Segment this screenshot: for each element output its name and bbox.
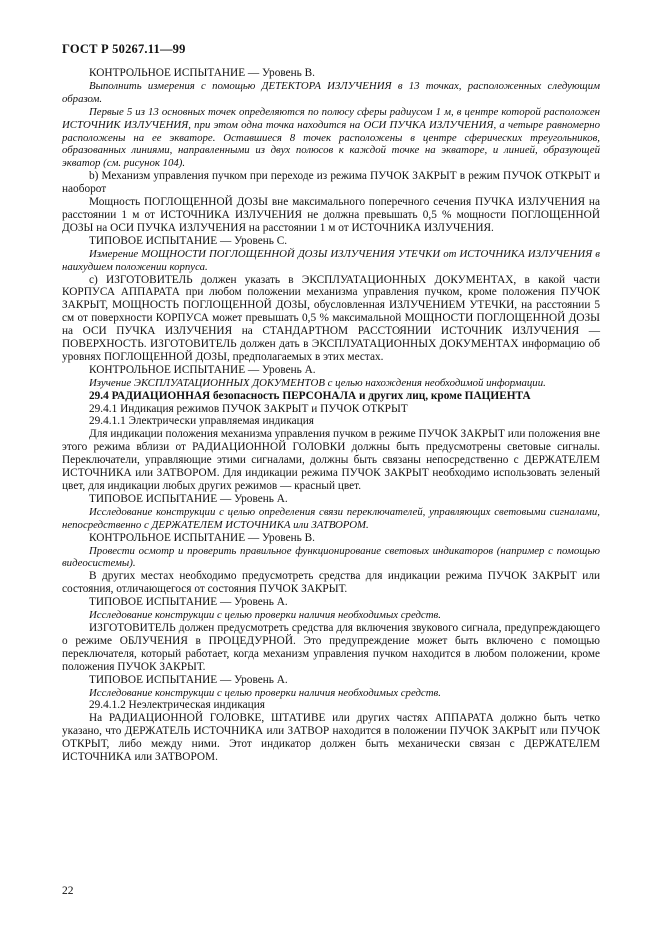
type-test-level-a-2: ТИПОВОЕ ИСПЫТАНИЕ — Уровень А. [89,596,288,609]
means-check-2: Исследование конструкции с целью проверки наличия необходимых средств. [89,686,441,699]
standard-header: ГОСТ Р 50267.11—99 [62,42,186,56]
electric-indication-text: Для индикации положения механизма управления пучком в режиме ПУЧОК ЗАКРЫТ или положения вне этого режима вблизи от РАДИАЦИОННОЙ ГОЛОВКИ должны быть предусмотрены световые сигналы. Переключатели, управляющие этими сигналами, должны быть связаны непосредственно с ДЕРЖАТЕЛЕМ ИСТОЧНИКА или ЗАТВОРОМ. Для индикации режима ПУЧОК ЗАКРЫТ необходимо использовать зеленый цвет, для индикации любых других режимов — красный цвет. [62,428,600,492]
control-test-level-a: КОНТРОЛЬНОЕ ИСПЫТАНИЕ — Уровень А. [89,363,316,376]
type-test-level-c: ТИПОВОЕ ИСПЫТАНИЕ — Уровень С. [89,234,288,247]
test-level-b: КОНТРОЛЬНОЕ ИСПЫТАНИЕ — Уровень В. [89,67,316,79]
document-body [62,67,600,764]
measurement-instruction: Выполнить измерения с помощью ДЕТЕКТОРА ИЗЛУЧЕНИЯ в 13 точках, расположенных следующим образом. [62,79,600,105]
documents-study: Изучение ЭКСПЛУАТАЦИОННЫХ ДОКУМЕНТОВ с целью нахождения необходимой информации. [89,376,546,389]
type-test-level-a-1: ТИПОВОЕ ИСПЫТАНИЕ — Уровень А. [89,492,288,505]
measurement-points-description: Первые 5 из 13 основных точек определяются по полюсу сферы радиусом 1 м, в центре которой расположен ИСТОЧНИК ИЗЛУЧЕНИЯ, при этом одна точка находится на ОСИ ПУЧКА ИЗЛУЧЕНИЯ, а четыре равномерно расположены на ее экваторе. Оставшиеся 8 точек расположены в центре сферических треугольников, образованных линиями, направленными из двух полюсов к каждой точке на экваторе, и линией, образующей экватор (см. рисунок 104). [62,105,600,170]
control-test-level-b: КОНТРОЛЬНОЕ ИСПЫТАНИЕ — Уровень В. [89,531,316,544]
leakage-measurement: Измерение МОЩНОСТИ ПОГЛОЩЕННОЙ ДОЗЫ ИЗЛУЧЕНИЯ УТЕЧКИ от ИСТОЧНИКА ИЗЛУЧЕНИЯ в наихудшем положении корпуса. [62,247,600,273]
section-29-4-heading: 29.4 РАДИАЦИОННАЯ безопасность ПЕРСОНАЛА и других лиц, кроме ПАЦИЕНТА [89,389,531,402]
section-29-4-1-2-heading: 29.4.1.2 Неэлектрическая индикация [89,699,265,712]
non-electric-indication-text: На РАДИАЦИОННОЙ ГОЛОВКЕ, ШТАТИВЕ или других частях АППАРАТА должно быть четко указано, что ДЕРЖАТЕЛЬ ИСТОЧНИКА или ЗАТВОР находится в положении ПУЧОК ЗАКРЫТ или ПУЧОК ОТКРЫТ, либо между ними. Этот индикатор должен быть механически связан с ДЕРЖАТЕЛЕМ ИСТОЧНИКА или ЗАТВОРОМ. [62,712,600,764]
type-test-level-a-3: ТИПОВОЕ ИСПЫТАНИЕ — Уровень А. [89,673,288,686]
section-29-4-1-1-heading: 29.4.1.1 Электрически управляемая индикация [89,415,314,428]
means-check-1: Исследование конструкции с целью проверки наличия необходимых средств. [89,609,441,622]
item-c: с) ИЗГОТОВИТЕЛЬ должен указать в ЭКСПЛУАТАЦИОННЫХ ДОКУМЕНТАХ, в какой части КОРПУСА АППАРАТА при любом положении механизма управления пучком, кроме положения ПУЧОК ЗАКРЫТ, МОЩНОСТЬ ПОГЛОЩЕННОЙ ДОЗЫ, обусловленная ИЗЛУЧЕНИЕМ УТЕЧКИ, на расстоянии 5 см от поверхности КОРПУСА может превышать 0,5 % максимальной МОЩНОСТИ ПОГЛОЩЕННОЙ ДОЗЫ на ОСИ ПУЧКА ИЗЛУЧЕНИЯ на СТАНДАРТНОМ РАССТОЯНИИ ИСТОЧНИК ИЗЛУЧЕНИЯ — ПОВЕРХНОСТЬ. ИЗГОТОВИТЕЛЬ должен дать в ЭКСПЛУАТАЦИОННЫХ ДОКУМЕНТАХ информацию об уровнях ПОГЛОЩЕННОЙ ДОЗЫ, предполагаемых в этих местах. [62,273,600,363]
indicator-inspection: Провести осмотр и проверить правильное функционирование световых индикаторов (например с помощью видеосистемы). [62,544,600,570]
other-places-indication: В других местах необходимо предусмотреть средства для индикации режима ПУЧОК ЗАКРЫТ или состояния, отличающегося от состояния ПУЧОК ЗАКРЫТ. [62,570,600,596]
section-29-4-1-heading: 29.4.1 Индикация режимов ПУЧОК ЗАКРЫТ и ПУЧОК ОТКРЫТ [89,402,408,415]
switch-connection-study: Исследование конструкции с целью определения связи переключателей, управляющих световыми сигналами, непосредственно с ДЕРЖАТЕЛЕМ ИСТОЧНИКА или ЗАТВОРОМ. [62,505,600,531]
dose-rate-requirement: Мощность ПОГЛОЩЕННОЙ ДОЗЫ вне максимального поперечного сечения ПУЧКА ИЗЛУЧЕНИЯ на расстоянии 1 м от ИСТОЧНИКА ИЗЛУЧЕНИЯ не должна превышать 0,5 % мощности ПОГЛОЩЕННОЙ ДОЗЫ на ОСИ ПУЧКА ИЗЛУЧЕНИЯ на расстоянии 1 м от ИСТОЧНИКА ИЗЛУЧЕНИЯ. [62,196,600,234]
page-number: 22 [62,885,74,897]
item-b: b) Механизм управления пучком при переходе из режима ПУЧОК ЗАКРЫТ в режим ПУЧОК ОТКРЫТ и наоборот [62,170,600,196]
sound-signal-requirement: ИЗГОТОВИТЕЛЬ должен предусмотреть средства для включения звукового сигнала, предупреждающего о режиме ОБЛУЧЕНИЯ в ПРОЦЕДУРНОЙ. Это предупреждение может быть включено с помощью переключателя, который работает, когда механизм управления пучком находится в любом положении, кроме положения ПУЧОК ЗАКРЫТ. [62,621,600,673]
